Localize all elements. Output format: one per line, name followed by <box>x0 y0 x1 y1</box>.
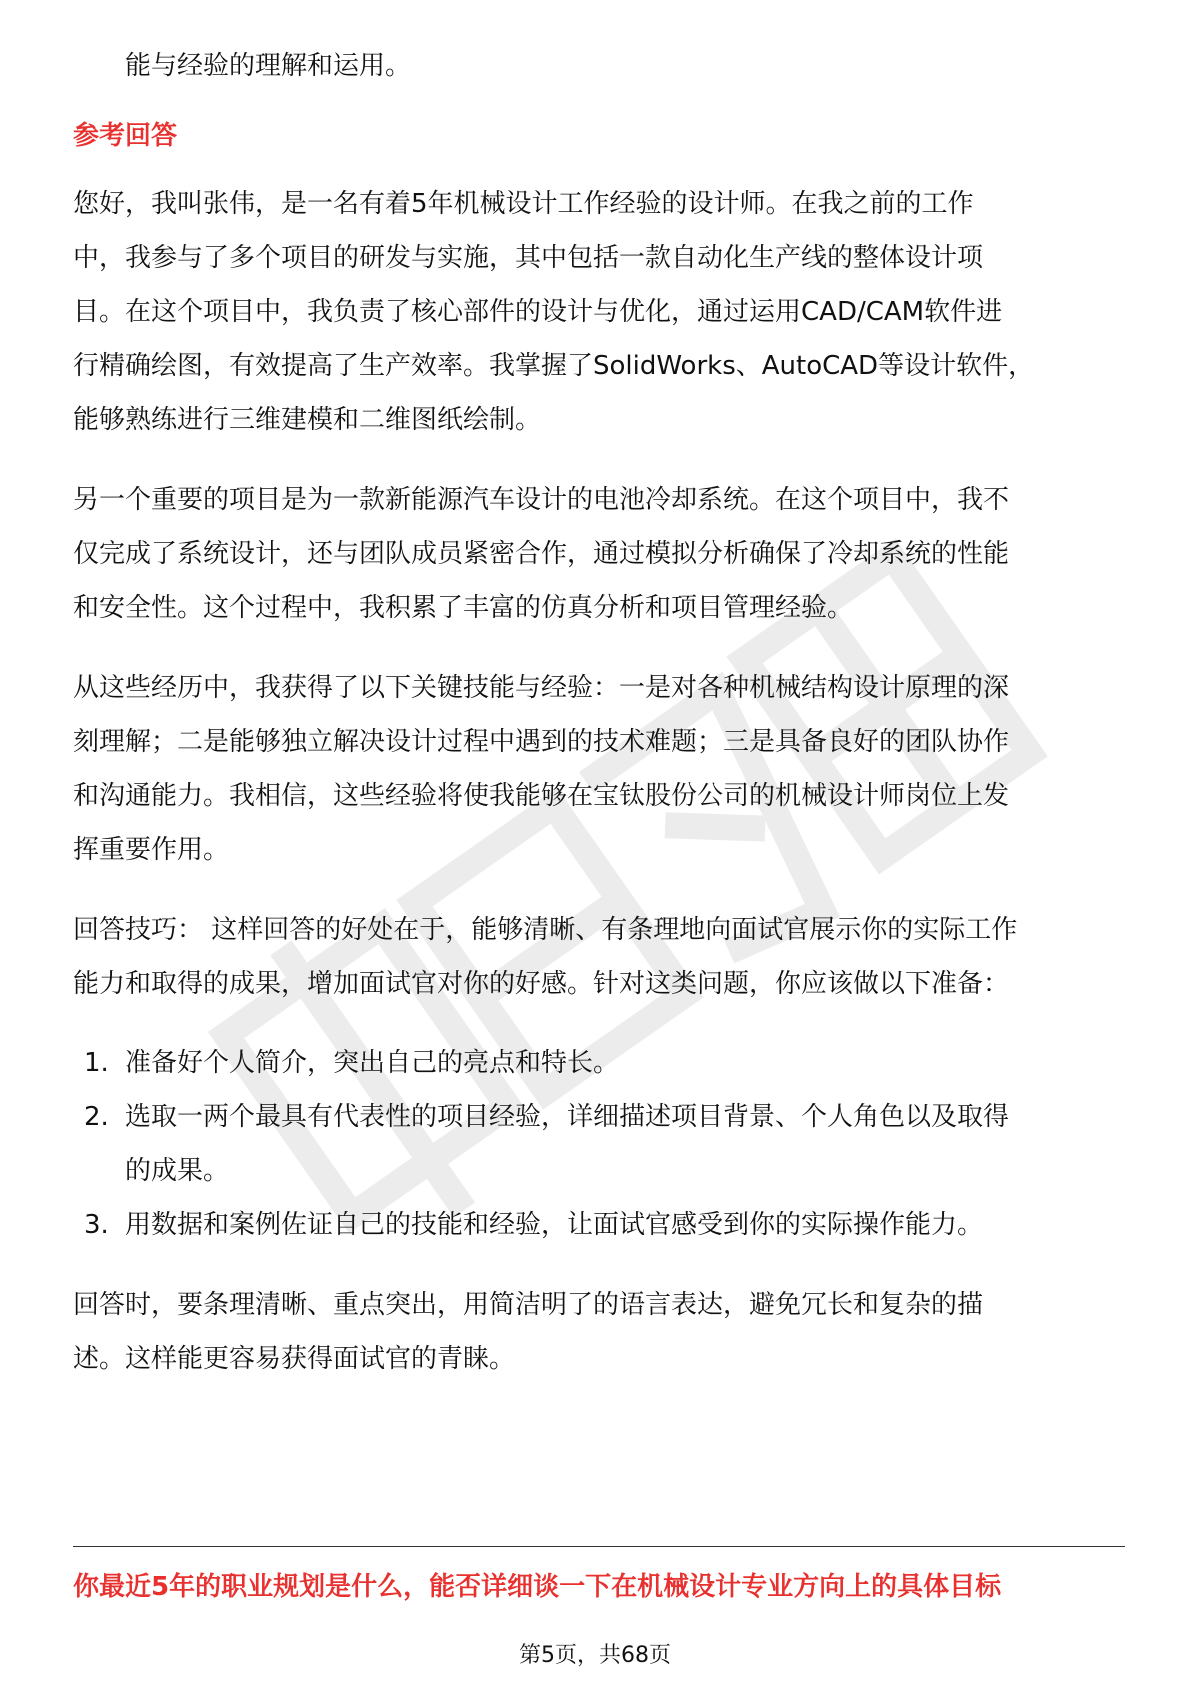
list-number: 2. <box>84 1102 109 1132</box>
paragraph-line: 能够熟练进行三维建模和二维图纸绘制。 <box>73 405 542 435</box>
paragraph-line: 目。在这个项目中，我负责了核心部件的设计与优化，通过运用CAD/CAM软件进 <box>73 297 1003 327</box>
paragraph-line: 从这些经历中，我获得了以下关键技能与经验：一是对各种机械结构设计原理的深 <box>73 673 1010 703</box>
paragraph-line: 另一个重要的项目是为一款新能源汽车设计的电池冷却系统。在这个项目中，我不 <box>73 485 1010 515</box>
answer-heading: 参考回答 <box>73 121 178 151</box>
paragraph-line: 刻理解；二是能够独立解决设计过程中遇到的技术难题；三是具备良好的团队协作 <box>73 727 1010 757</box>
section-divider <box>73 1546 1125 1547</box>
paragraph-line: 和安全性。这个过程中，我积累了丰富的仿真分析和项目管理经验。 <box>73 593 854 623</box>
list-text: 的成果。 <box>125 1156 230 1186</box>
list-number: 1. <box>84 1048 109 1078</box>
list-text: 准备好个人简介，突出自己的亮点和特长。 <box>125 1048 620 1078</box>
list-number: 3. <box>84 1210 109 1240</box>
list-text: 用数据和案例佐证自己的技能和经验，让面试官感受到你的实际操作能力。 <box>125 1210 984 1240</box>
paragraph-line: 仅完成了系统设计，还与团队成员紧密合作，通过模拟分析确保了冷却系统的性能 <box>73 539 1010 569</box>
paragraph-line: 您好，我叫张伟，是一名有着5年机械设计工作经验的设计师。在我之前的工作 <box>73 189 974 219</box>
paragraph-line: 和沟通能力。我相信，这些经验将使我能够在宝钛股份公司的机械设计师岗位上发 <box>73 781 1010 811</box>
paragraph-line: 述。这样能更容易获得面试官的青睐。 <box>73 1344 516 1374</box>
next-question-title: 你最近5年的职业规划是什么，能否详细谈一下在机械设计专业方向上的具体目标 <box>73 1572 1002 1602</box>
paragraph-line: 回答技巧： 这样回答的好处在于，能够清晰、有条理地向面试官展示你的实际工作 <box>73 915 1018 945</box>
page-number-footer: 第5页，共68页 <box>519 1643 671 1668</box>
list-text: 选取一两个最具有代表性的项目经验，详细描述项目背景、个人角色以及取得 <box>125 1102 1010 1132</box>
paragraph-line: 行精确绘图，有效提高了生产效率。我掌握了SolidWorks、AutoCAD等设计软件， <box>73 351 1035 381</box>
paragraph-line: 回答时，要条理清晰、重点突出，用简洁明了的语言表达，避免冗长和复杂的描 <box>73 1290 984 1320</box>
paragraph-line: 能力和取得的成果，增加面试官对你的好感。针对这类问题，你应该做以下准备： <box>73 969 1010 999</box>
paragraph-line: 中，我参与了多个项目的研发与实施，其中包括一款自动化生产线的整体设计项 <box>73 243 984 273</box>
paragraph-line: 挥重要作用。 <box>73 835 230 865</box>
intro-tail: 能与经验的理解和运用。 <box>125 51 412 81</box>
